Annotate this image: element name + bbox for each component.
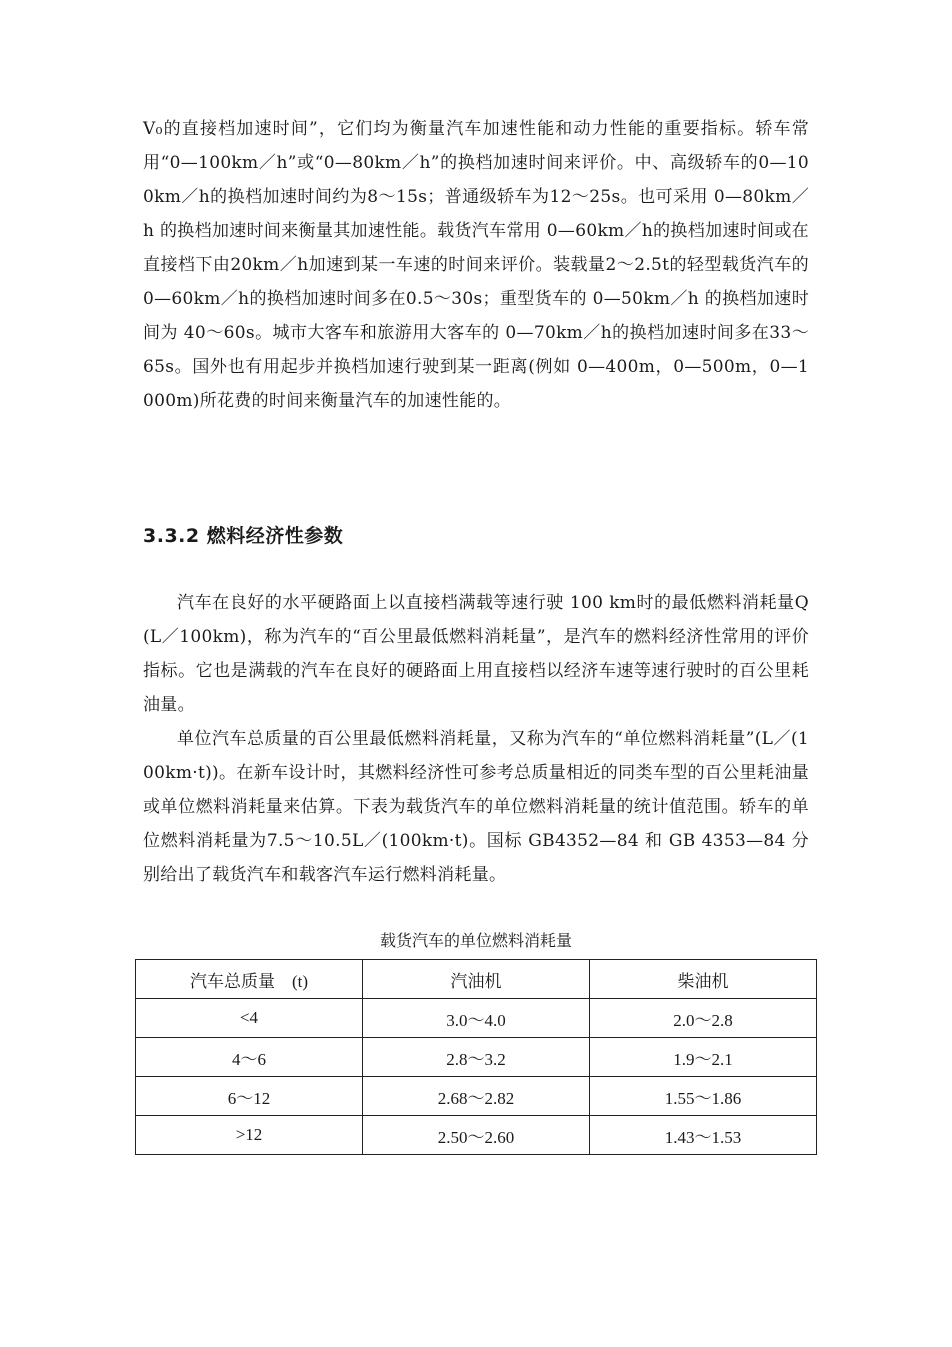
table-cell: 1.55～1.86 — [590, 1077, 817, 1116]
table-row — [136, 999, 817, 1038]
table-row — [136, 1077, 817, 1116]
table-cell: 3.0～4.0 — [363, 999, 590, 1038]
paragraph: 汽车在良好的水平硬路面上以直接档满载等速行驶 100 km时的最低燃料消耗量Q(L／100km)，称为汽车的“百公里最低燃料消耗量”，是汽车的燃料经济性常用的评价指标。它也是满载的汽车在良好的硬路面上用直接档以经济车速等速行驶时的百公里耗油量。 — [143, 593, 809, 715]
table-header-row — [136, 960, 817, 999]
table-cell: 1.9～2.1 — [590, 1038, 817, 1077]
section-heading: 3.3.2 燃料经济性参数 — [143, 525, 344, 547]
intro-text-block — [143, 112, 809, 418]
table-cell: 1.43～1.53 — [590, 1116, 817, 1155]
table-cell: 4～6 — [136, 1038, 363, 1077]
paragraph: 单位汽车总质量的百公里最低燃料消耗量，又称为汽车的“单位燃料消耗量”(L／(100km·t))。在新车设计时，其燃料经济性可参考总质量相近的同类车型的百公里耗油量或单位燃料消耗量来估算。下表为载货汽车的单位燃料消耗量的统计值范围。轿车的单位燃料消耗量为7.5～10.5L／(100km·t)。国标 GB4352—84 和 GB 4353—84 分别给出了载货汽车和载客汽车运行燃料消耗量。 — [143, 729, 809, 885]
table-cell: 2.8～3.2 — [363, 1038, 590, 1077]
table-cell: <4 — [136, 999, 363, 1038]
table-cell: 2.50～2.60 — [363, 1116, 590, 1155]
paragraph: V₀的直接档加速时间”，它们均为衡量汽车加速性能和动力性能的重要指标。轿车常用“0—100km／h”或“0—80km／h”的换档加速时间来评价。中、高级轿车的0—100km／h的换档加速时间约为8～15s；普通级轿车为12～25s。也可采用 0—80km／h 的换档加速时间来衡量其加速性能。载货汽车常用 0—60km／h的换档加速时间或在直接档下由20km／h加速到某一车速的时间来评价。装载量2～2.5t的轻型载货汽车的0—60km／h的换档加速时间多在0.5～30s；重型货车的 0—50km／h 的换档加速时间为 40～60s。城市大客车和旅游用大客车的 0—70km／h的换档加速时间多在33～65s。国外也有用起步并换档加速行驶到某一距离(例如 0—400m，0—500m，0—1000m)所花费的时间来衡量汽车的加速性能的。 — [143, 119, 809, 411]
header-cell-diesel: 柴油机 — [590, 960, 817, 999]
table-cell: 6～12 — [136, 1077, 363, 1116]
header-cell-gasoline: 汽油机 — [363, 960, 590, 999]
table-row — [136, 1038, 817, 1077]
table-cell: 2.0～2.8 — [590, 999, 817, 1038]
header-cell-total-mass: 汽车总质量 (t) — [136, 960, 363, 999]
section-text-block — [143, 586, 809, 892]
table-cell: >12 — [136, 1116, 363, 1155]
table-row — [136, 1116, 817, 1155]
table-caption: 载货汽车的单位燃料消耗量 — [379, 931, 572, 950]
table-cell: 2.68～2.82 — [363, 1077, 590, 1116]
fuel-consumption-table — [135, 959, 817, 1155]
